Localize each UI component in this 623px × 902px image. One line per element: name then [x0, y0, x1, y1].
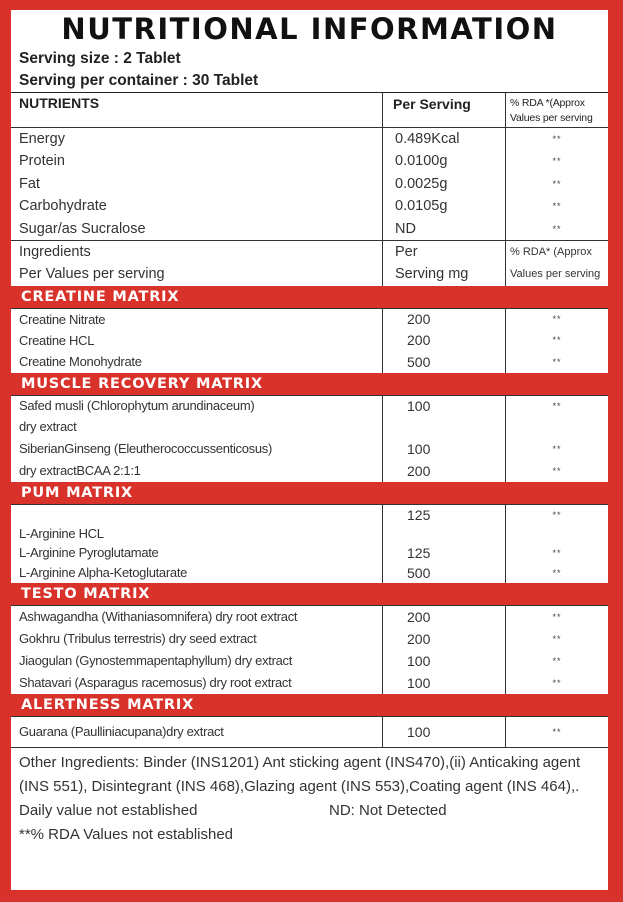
ingredient-name: Guarana (Paulliniacupana)dry extract [19, 723, 224, 739]
ingredient-rda: ** [505, 717, 608, 747]
ingredient-row [11, 543, 608, 563]
nutrient-name: Energy [19, 131, 65, 147]
ingredient-value: 125 [382, 505, 505, 525]
serving-per-container: Serving per container : 30 Tablet [19, 72, 259, 89]
ingredient-name: Creatine Monohydrate [19, 353, 142, 369]
ingredient-row [11, 717, 608, 747]
section-body [11, 395, 608, 482]
nutrient-rda: ** [505, 195, 608, 217]
header-per-serving: Per Serving [382, 93, 505, 127]
nutrient-row [11, 150, 608, 172]
ingredient-name: dry extract [19, 418, 77, 434]
ingredients-header-rda-line2: Values per serving [510, 267, 601, 280]
ingredient-rda: ** [505, 460, 608, 482]
ingredient-value: 200 [382, 330, 505, 351]
ingredient-name [11, 505, 382, 525]
nutrient-row [11, 173, 608, 195]
ingredient-row [11, 460, 608, 482]
ingredient-name: L-Arginine Alpha-Ketoglutarate [19, 564, 188, 580]
section-header: CREATINE MATRIX [11, 286, 608, 308]
ingredient-row [11, 505, 608, 525]
ingredient-value: 100 [382, 672, 505, 694]
ingredient-name: L-Arginine HCL [19, 525, 104, 541]
ingredient-value: 125 [382, 543, 505, 563]
nutrient-rda: ** [505, 173, 608, 195]
ingredient-value: 100 [382, 650, 505, 672]
footer [11, 747, 608, 847]
ingredient-rda: ** [505, 672, 608, 694]
ingredients-header-rda [505, 241, 608, 286]
ingredients-header-per-line2: Serving mg [395, 265, 469, 282]
ingredient-rda: ** [505, 505, 608, 525]
ingredients-header-per [382, 241, 505, 286]
section-header: ALERTNESS MATRIX [11, 694, 608, 716]
ingredient-value: 200 [382, 628, 505, 650]
header-rda-line1: % RDA *(Approx [510, 97, 585, 109]
ingredient-row [11, 563, 608, 583]
ingredient-name: Gokhru (Tribulus terrestris) dry seed extract [19, 630, 257, 646]
ingredient-row [11, 525, 608, 543]
ingredient-row [11, 628, 608, 650]
ingredient-row [11, 330, 608, 351]
nutrient-value: 0.0025g [382, 173, 505, 195]
ingredient-row [11, 416, 608, 438]
ingredient-row [11, 650, 608, 672]
ingredient-name: L-Arginine Pyroglutamate [19, 544, 159, 560]
ingredient-rda: ** [505, 628, 608, 650]
nutrition-label [11, 10, 608, 890]
footer-notes-row [19, 799, 600, 823]
ingredient-row [11, 672, 608, 694]
section-header: TESTO MATRIX [11, 583, 608, 605]
section-body [11, 716, 608, 747]
ingredient-value: 200 [382, 606, 505, 628]
ingredient-rda: ** [505, 309, 608, 330]
ingredient-value: 500 [382, 351, 505, 373]
ingredients-header [11, 240, 608, 286]
ingredient-rda: ** [505, 650, 608, 672]
nutrient-rda: ** [505, 150, 608, 172]
section-header: MUSCLE RECOVERY MATRIX [11, 373, 608, 395]
ingredients-header-line1: Ingredients [19, 243, 91, 260]
ingredient-value: 100 [382, 396, 505, 416]
section-header: PUM MATRIX [11, 482, 608, 504]
ingredient-value: 100 [382, 717, 505, 747]
ingredient-name: dry extractBCAA 2:1:1 [19, 462, 141, 478]
rda-note: **% RDA Values not established [19, 825, 234, 843]
nutrient-rda: ** [505, 218, 608, 240]
ingredient-rda [505, 525, 608, 543]
ingredient-value: 500 [382, 563, 505, 583]
ingredient-name: Safed musli (Chlorophytum arundinaceum) [19, 397, 255, 413]
ingredients-header-per-line1: Per [395, 243, 418, 260]
ingredient-row [11, 309, 608, 330]
ingredient-rda: ** [505, 543, 608, 563]
ingredient-name: Jiaogulan (Gynostemmapentaphyllum) dry extract [19, 652, 293, 668]
ingredient-value [382, 525, 505, 543]
section-body [11, 504, 608, 583]
ingredient-name: Ashwagandha (Withaniasomnifera) dry root extract [19, 608, 298, 624]
ingredient-row [11, 396, 608, 416]
nutrient-name: Carbohydrate [19, 198, 107, 215]
nutrient-rda: ** [505, 128, 608, 150]
ingredient-value [382, 416, 505, 438]
ingredient-rda: ** [505, 396, 608, 416]
label-title: NUTRITIONAL INFORMATION [61, 12, 558, 46]
ingredient-name: Creatine HCL [19, 332, 95, 348]
nd-note: ND: Not Detected [329, 801, 447, 819]
section-body [11, 308, 608, 373]
ingredient-rda: ** [505, 330, 608, 351]
ingredients-header-rda-line1: % RDA* (Approx [510, 245, 592, 258]
ingredient-value: 200 [382, 309, 505, 330]
header-rda [505, 93, 608, 127]
ingredient-rda: ** [505, 606, 608, 628]
header-nutrients: NUTRIENTS [19, 95, 100, 111]
ingredients-header-label [11, 241, 382, 286]
ingredient-name: Shatavari (Asparagus racemosus) dry root extract [19, 674, 292, 690]
ingredient-rda: ** [505, 351, 608, 373]
nutrient-value: ND [382, 218, 505, 240]
nutrient-name: Sugar/as Sucralose [19, 220, 146, 237]
nutrient-value: 0.489Kcal [382, 128, 505, 150]
nutrient-row [11, 195, 608, 217]
ingredient-rda: ** [505, 438, 608, 460]
other-ingredients: Other Ingredients: Binder (INS1201) Ant sticking agent (INS470),(ii) Anticaking agent (INS 551), Disintegrant (INS 468),Glazing agent (INS 553),Coating agent (INS 464),. [19, 753, 581, 795]
ingredient-row [11, 351, 608, 373]
nutrient-value: 0.0105g [382, 195, 505, 217]
serving-size: Serving size : 2 Tablet [19, 50, 181, 67]
ingredient-value: 100 [382, 438, 505, 460]
table-header [11, 92, 608, 128]
ingredient-value: 200 [382, 460, 505, 482]
matrix-sections [11, 286, 608, 747]
daily-value-note: Daily value not established [19, 801, 198, 819]
ingredient-name: SiberianGinseng (Eleutherococcussenticosus) [19, 440, 273, 456]
nutrient-rows [11, 128, 608, 240]
ingredient-row [11, 438, 608, 460]
ingredient-rda [505, 416, 608, 438]
nutrient-row [11, 128, 608, 150]
nutrient-name: Protein [19, 153, 65, 170]
section-body [11, 605, 608, 694]
ingredients-header-line2: Per Values per serving [19, 265, 165, 282]
ingredient-rda: ** [505, 563, 608, 583]
nutrient-row [11, 218, 608, 240]
header-rda-line2: Values per serving [510, 112, 593, 124]
nutrient-value: 0.0100g [382, 150, 505, 172]
nutrient-name: Fat [19, 175, 40, 192]
ingredient-name: Creatine Nitrate [19, 311, 106, 327]
ingredient-row [11, 606, 608, 628]
